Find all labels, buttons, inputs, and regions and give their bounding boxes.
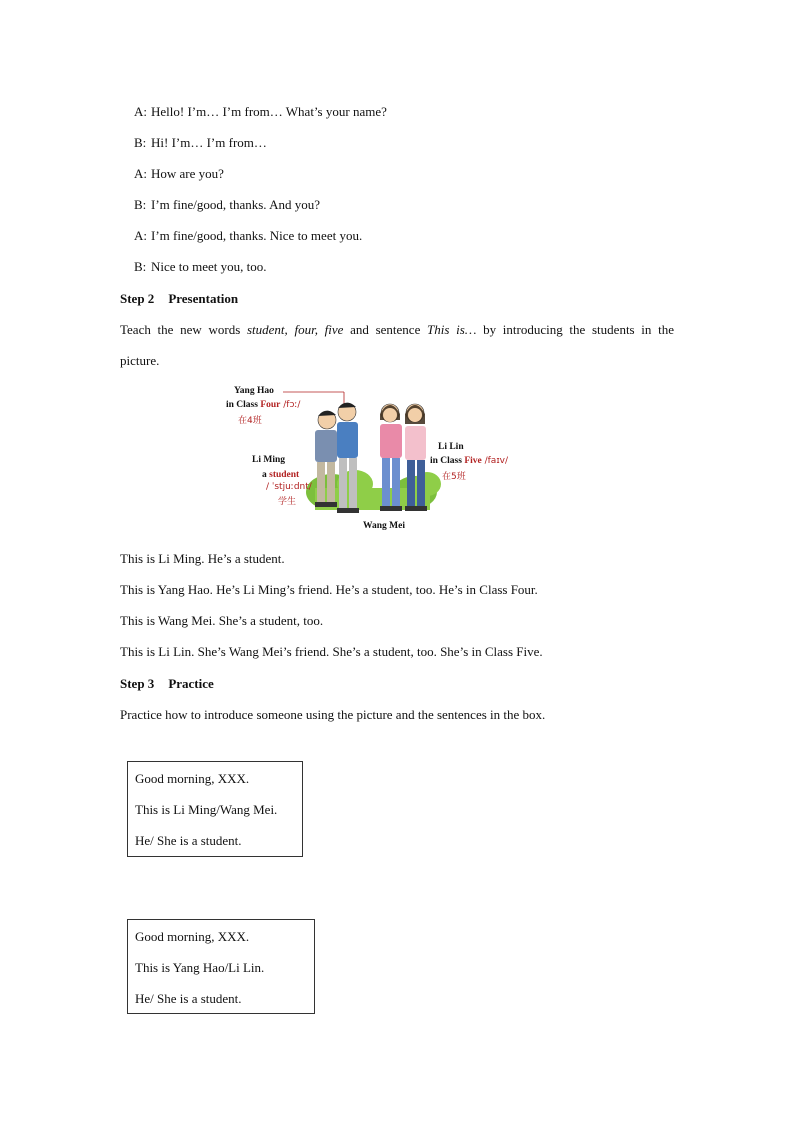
example-sentence: This is Li Ming. He’s a student. (120, 551, 285, 566)
class-word: Four (260, 400, 281, 410)
dialog-text: Hi! I’m… I’m from… (151, 135, 267, 150)
speaker-label: A: (134, 104, 147, 119)
dialog-text: Hello! I’m… I’m from… What’s your name? (151, 104, 387, 119)
step-title: Practice (168, 676, 214, 691)
box-line: This is Li Ming/Wang Mei. (135, 802, 278, 817)
step3-intro: Practice how to introduce someone using the picture and the sentences in the box. (120, 707, 546, 722)
phonetic: / ˈstjuːdnt/ (266, 482, 312, 492)
dialog-text: I’m fine/good, thanks. And you? (151, 197, 320, 212)
class-prefix: in Class (226, 400, 261, 410)
dialog-text: Nice to meet you, too. (151, 259, 267, 274)
dialog-text: I’m fine/good, thanks. Nice to meet you. (151, 228, 363, 243)
new-word: student, (246, 322, 288, 337)
label-li-ming-phonetic (266, 482, 312, 493)
new-sentence: This is… (427, 322, 477, 337)
sentence-box-1 (127, 761, 303, 857)
box-line: He/ She is a student. (135, 833, 242, 848)
dialog-line (134, 259, 267, 275)
intro-text: Teach the new words (120, 322, 247, 337)
speaker-label: B: (134, 197, 147, 212)
step2-intro (120, 322, 674, 338)
student-name: Li Ming (252, 455, 285, 465)
class-word: Five (464, 456, 482, 466)
box-line: Good morning, XXX. (135, 771, 250, 786)
speaker-label: B: (134, 135, 147, 150)
label-li-ming-word (262, 470, 299, 481)
new-word: four, (294, 322, 318, 337)
phonetic: /fɔː/ (280, 400, 301, 410)
speaker-label: B: (134, 259, 147, 274)
article: a (262, 470, 270, 480)
new-word: five (324, 322, 344, 337)
class-prefix: in Class (430, 456, 465, 466)
box-line: Good morning, XXX. (135, 929, 250, 944)
box-line: This is Yang Hao/Li Lin. (135, 960, 265, 975)
label-yang-hao-class (226, 400, 300, 411)
chinese-gloss: 在4班 (238, 416, 262, 426)
dialog-line (134, 228, 362, 244)
example-sentence: This is Li Lin. She’s Wang Mei’s friend. She’s a student, too. She’s in Class Five. (120, 644, 543, 659)
speaker-label: A: (134, 166, 147, 181)
student-name: Li Lin (438, 442, 464, 452)
dialog-line (134, 104, 387, 120)
step-title: Presentation (168, 291, 239, 306)
sentence-box-2 (127, 919, 315, 1014)
chinese-gloss: 在5班 (442, 472, 466, 482)
dialog-line (134, 135, 267, 151)
step3-heading (120, 676, 214, 692)
intro-text: by introducing the students in the (476, 322, 675, 337)
label-li-lin-class (430, 456, 508, 467)
example-sentence: This is Wang Mei. She’s a student, too. (120, 613, 324, 628)
new-word-label: student (269, 470, 300, 480)
dialog-line (134, 197, 320, 213)
step-number: Step 2 (120, 291, 155, 306)
dialog-line (134, 166, 224, 182)
step2-heading (120, 291, 238, 307)
label-li-lin (438, 442, 464, 453)
label-yang-hao (234, 386, 274, 397)
box-line: He/ She is a student. (135, 991, 242, 1006)
dialog-text: How are you? (151, 166, 224, 181)
student-name: Yang Hao (234, 386, 274, 396)
label-wang-mei (363, 521, 405, 532)
student-name: Wang Mei (363, 521, 405, 531)
chinese-gloss: 学生 (278, 497, 297, 507)
label-li-ming (252, 455, 285, 466)
intro-text: and sentence (343, 322, 428, 337)
example-sentence: This is Yang Hao. He’s Li Ming’s friend. He’s a student, too. He’s in Class Four. (120, 582, 538, 597)
step-number: Step 3 (120, 676, 155, 691)
students-illustration (220, 380, 530, 540)
speaker-label: A: (134, 228, 147, 243)
step2-intro-continued: picture. (120, 353, 160, 368)
phonetic: /faɪv/ (481, 456, 509, 466)
